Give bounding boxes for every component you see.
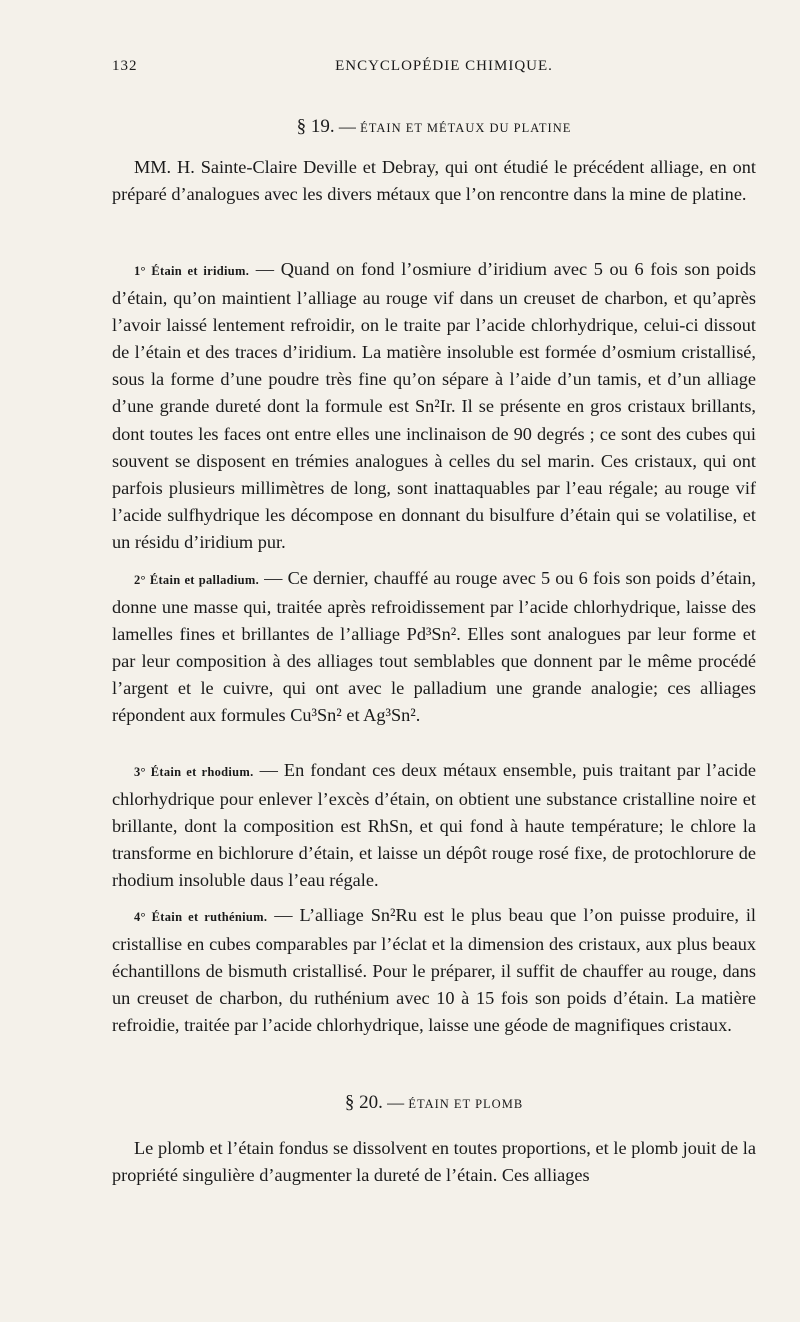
rhodium-text: — En fondant ces deux métaux ensemble, puis traitant par l’acide chlorhydrique pour enlever l’excès d’étain, on obtient une substance cristalline noire et brillante, dont la composition est RhSn, et qui fond à haute température; le chlore la transforme en bichlorure d’étain, et laisse un dépôt rouge rosé fixe, de protochlorure de rhodium insoluble daus l’eau régale.	[112, 760, 756, 891]
section-19-heading	[112, 116, 756, 138]
palladium-heading: 2° Étain et palladium.	[134, 573, 260, 587]
section-19-dash: —	[338, 117, 356, 136]
paragraph-rhodium	[112, 757, 756, 894]
ruthenium-text: — L’alliage Sn²Ru est le plus beau que l’on puisse produire, il cristallise en cubes comparables par l’éclat et la dimension des cristaux, aux plus beaux échantillons de bismuth cristallisé. Pour le préparer, il suffit de chauffer au rouge, dans un creuset de charbon, du ruthénium avec 10 à 15 fois son poids d’étain. La matière refroidie, traitée par l’acide chlorhydrique, laisse une géode de magnifiques cristaux.	[112, 905, 756, 1036]
section-20-dash: —	[387, 1093, 405, 1112]
running-title: ENCYCLOPÉDIE CHIMIQUE.	[335, 58, 553, 74]
paragraph-palladium	[112, 565, 756, 730]
palladium-text: — Ce dernier, chauffé au rouge avec 5 ou 6 fois son poids d’étain, donne une masse qui, traitée après refroidissement par l’acide chlorhydrique, laisse des lamelles fines et brillantes de l’alliage Pd³Sn². Elles sont analogues par leur forme et par leur composition à des alliages tout semblables que donnent par le même procédé l’argent et le cuivre, qui ont avec le palladium une grande analogie; ces alliages répondent aux formules Cu³Sn² et Ag³Sn².	[112, 568, 757, 726]
section-19-title: ÉTAIN ET MÉTAUX DU PLATINE	[360, 121, 572, 135]
page-number: 132	[112, 58, 138, 74]
section-20-heading	[112, 1092, 756, 1114]
iridium-heading: 1° Étain et iridium.	[134, 264, 250, 278]
closing-paragraph	[112, 1135, 756, 1189]
section-20-title: ÉTAIN ET PLOMB	[408, 1097, 524, 1111]
intro-text: MM. H. Sainte-Claire Deville et Debray, qui ont étudié le précédent alliage, en ont préparé d’analogues avec les divers métaux que l’on rencontre dans la mine de platine.	[112, 157, 756, 205]
paragraph-ruthenium	[112, 902, 756, 1039]
section-19-number: § 19.	[296, 116, 335, 137]
ruthenium-heading: 4° Étain et ruthénium.	[134, 910, 268, 924]
paragraph-iridium	[112, 256, 756, 556]
rhodium-heading: 3° Étain et rhodium.	[134, 765, 254, 779]
intro-paragraph	[112, 154, 756, 208]
section-20-number: § 20.	[344, 1092, 383, 1113]
closing-text: Le plomb et l’étain fondus se dissolvent en toutes proportions, et le plomb jouit de la propriété singulière d’augmenter la dureté de l’étain. Ces alliages	[112, 1138, 756, 1186]
running-head	[112, 58, 756, 82]
iridium-text: — Quand on fond l’osmiure d’iridium avec 5 ou 6 fois son poids d’étain, qu’on maintient l’alliage au rouge vif dans un creuset de charbon, et qu’après l’avoir laissé lentement refroidir, on le traite par l’acide chlorhydrique, celui-ci dissout de l’étain et des traces d’iridium. La matière insoluble est formée d’osmium cristallisé, sous la forme d’une poudre très fine qu’on sépare à l’aide d’un tamis, et d’un alliage d’une grande dureté dont la formule est Sn²Ir. Il se présente en gros cristaux brillants, dont toutes les faces ont entre elles une inclinaison de 90 degrés ; ce sont des cubes qui souvent se disposent en trémies analogues à celles du sel marin. Ces cristaux, qui ont parfois plusieurs millimètres de long, sont inattaquables par l’eau régale; au rouge vif l’acide sulfhydrique les décompose en donnant du bisulfure d’étain qui se volatilise, et un résidu d’iridium pur.	[112, 259, 756, 552]
